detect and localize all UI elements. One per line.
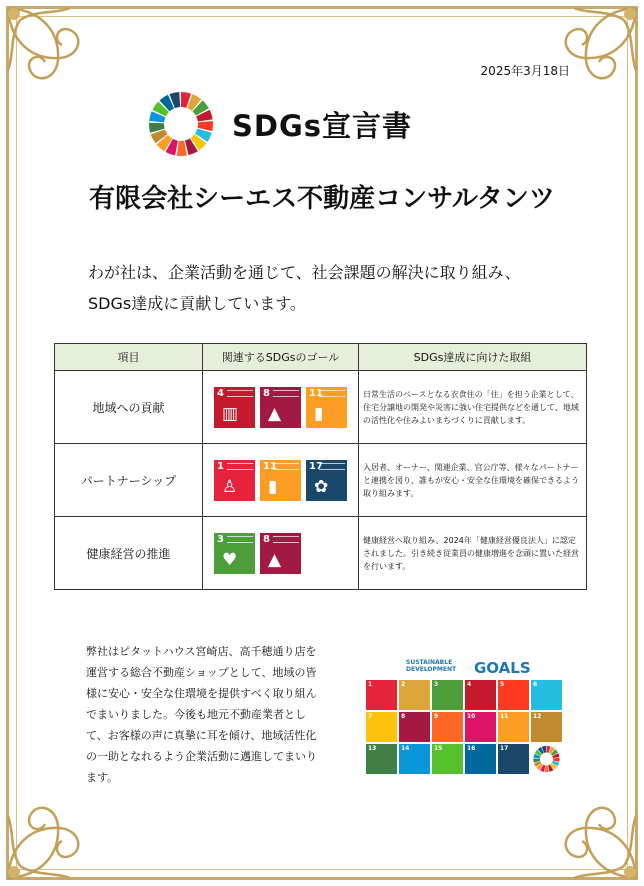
sdg-goals-logo — [362, 659, 570, 775]
sdg-logo-tile — [531, 712, 562, 742]
row-item-label: 健康経営の推進 — [55, 517, 203, 590]
row-goal-icons — [203, 517, 359, 590]
goal-number: 4 — [217, 387, 224, 399]
table-header-row — [55, 344, 587, 371]
table-row — [55, 371, 587, 444]
corner-ornament-icon — [524, 0, 644, 120]
sdg-logo-tile — [366, 680, 397, 710]
goal-number: 1 — [217, 460, 224, 472]
sdg-logo-tile-number: 17 — [500, 745, 509, 752]
row-description: 日常生活のベースとなる衣食住の「住」を担う企業として、住宅分譲地の開発や災害に強い住宅提供などを通して、地域の活性化や住みよいまちづくりに貢献します。 — [359, 371, 587, 444]
sdg-logo-tile — [399, 680, 430, 710]
sdg-logo-tile — [498, 744, 529, 774]
partnership-flower-icon: ✿ — [314, 476, 329, 497]
table-row — [55, 444, 587, 517]
sdg-logo-tile-number: 13 — [368, 745, 377, 752]
sdg-logo-tile-number: 10 — [467, 713, 476, 720]
goal-number: 11 — [309, 387, 323, 399]
sdg-goal-11-tile — [306, 387, 347, 428]
sdg-goal-1-tile — [214, 460, 255, 501]
sdg-logo-tile-number: 3 — [434, 681, 439, 688]
growth-chart-icon: ▲ — [268, 403, 282, 424]
sdg-logo-tile-number: 7 — [368, 713, 373, 720]
sdg-logo-tile — [399, 712, 430, 742]
city-icon: ▮ — [314, 403, 324, 424]
sdg-logo-tile — [432, 744, 463, 774]
logo-line-sustainable: SUSTAINABLE — [406, 659, 453, 666]
sdg-logo-wheel-icon — [531, 744, 562, 774]
sdg-wheel-icon — [148, 91, 214, 157]
logo-goals-word: GOALS — [474, 659, 531, 677]
header-goals: 関連するSDGsのゴール — [203, 344, 359, 371]
sdg-goal-17-tile — [306, 460, 347, 501]
intro-line: わが社は、企業活動を通じて、社会課題の解決に取り組み、 — [88, 263, 521, 282]
company-name: 有限会社シーエス不動産コンサルタンツ — [89, 184, 555, 214]
sdg-logo-tile-number: 5 — [500, 681, 505, 688]
sdg-logo-tile — [366, 744, 397, 774]
family-icon: ♙ — [222, 476, 238, 497]
closing-paragraph: 弊社はピタットハウス宮崎店、高千穂通り店を運営する総合不動産ショップとして、地域の皆様に安心・安全な住環境を提供すべく取り組んでまいりました。今後も地元不動産業者として、お客様の声に真摯に耳を傾け、地域活性化の一助となれるよう企業活動に邁進してまいります。 — [86, 645, 317, 784]
sdg-goal-11-tile — [260, 460, 301, 501]
goal-caption-lines — [319, 463, 345, 470]
sdg-logo-tile — [531, 680, 562, 710]
sdg-logo-tile-number: 12 — [533, 713, 542, 720]
sdg-logo-tile-number: 2 — [401, 681, 406, 688]
row-goal-icons — [203, 444, 359, 517]
goal-caption-lines — [227, 390, 253, 397]
goal-number: 11 — [263, 460, 277, 472]
row-description: 健康経営へ取り組み、2024年「健康経営優良法人」に認定されました。引き続き従業員の健康増進を念頭に置いた経営を行います。 — [359, 517, 587, 590]
goal-number: 3 — [217, 533, 224, 545]
sdg-logo-tile-number: 1 — [368, 681, 373, 688]
sdg-logo-tile-number: 4 — [467, 681, 472, 688]
sdg-logo-tile-number: 14 — [401, 745, 410, 752]
sdg-logo-tile-number: 11 — [500, 713, 509, 720]
sdg-logo-tile-number: 15 — [434, 745, 443, 752]
document-title: SDGs宣言書 — [232, 109, 413, 143]
corner-ornament-icon — [524, 766, 644, 886]
header-item: 項目 — [55, 344, 203, 371]
sdg-goals-table — [54, 343, 587, 590]
sdg-logo-tile-number: 9 — [434, 713, 439, 720]
row-item-label: パートナーシップ — [55, 444, 203, 517]
sdg-goal-4-tile — [214, 387, 255, 428]
goal-number: 8 — [263, 533, 270, 545]
goal-caption-lines — [319, 390, 345, 397]
heartbeat-icon: ♥ — [222, 549, 238, 570]
sdg-logo-tile-number: 16 — [467, 745, 476, 752]
sdg-logo-tile — [366, 712, 397, 742]
sdg-logo-tile — [399, 744, 430, 774]
sdg-logo-tile — [432, 680, 463, 710]
sdg-goal-3-tile — [214, 533, 255, 574]
row-description: 入居者、オーナー、関連企業、官公庁等、様々なパートナーと連携を図り、誰もが安心・安全な住環境を確保できるよう取り組みます。 — [359, 444, 587, 517]
goal-caption-lines — [273, 463, 299, 470]
sdg-goal-8-tile — [260, 533, 301, 574]
sdg-logo-tile — [465, 712, 496, 742]
intro-statement — [88, 257, 521, 319]
row-goal-icons — [203, 371, 359, 444]
table-row — [55, 517, 587, 590]
sdg-logo-tile — [498, 712, 529, 742]
declaration-date: 2025年3月18日 — [480, 64, 570, 78]
sdg-logo-tile — [432, 712, 463, 742]
goal-caption-lines — [227, 463, 253, 470]
goal-caption-lines — [273, 390, 299, 397]
sdg-logo-tile — [465, 680, 496, 710]
intro-line: SDGs達成に貢献しています。 — [88, 294, 306, 313]
logo-line-development: DEVELOPMENT — [406, 666, 457, 673]
goal-caption-lines — [227, 536, 253, 543]
sdg-logo-tile — [465, 744, 496, 774]
row-item-label: 地域への貢献 — [55, 371, 203, 444]
goal-number: 17 — [309, 460, 323, 472]
sdg-logo-tile — [498, 680, 529, 710]
goal-number: 8 — [263, 387, 270, 399]
sdg-goals-heading — [406, 659, 536, 679]
sdg-goal-8-tile — [260, 387, 301, 428]
corner-ornament-icon — [0, 0, 120, 120]
sdg-logo-tile-number: 8 — [401, 713, 406, 720]
goal-caption-lines — [273, 536, 299, 543]
city-icon: ▮ — [268, 476, 278, 497]
growth-chart-icon: ▲ — [268, 549, 282, 570]
header-actions: SDGs達成に向けた取組 — [359, 344, 587, 371]
book-icon: ▥ — [222, 403, 239, 424]
sdg-logo-tile-number: 6 — [533, 681, 538, 688]
